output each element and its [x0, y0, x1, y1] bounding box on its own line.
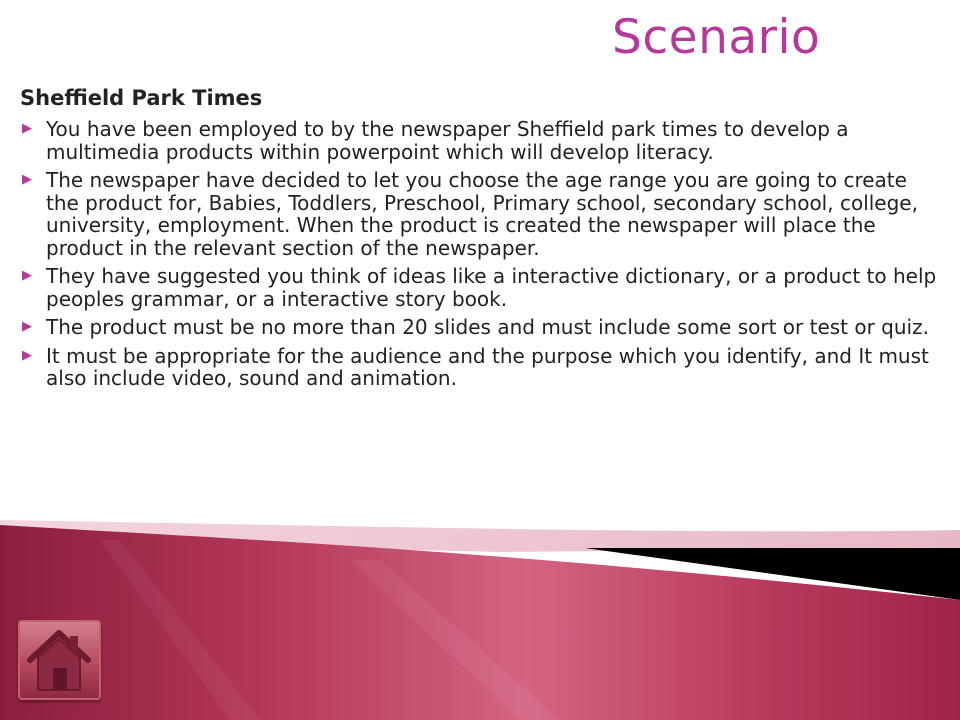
bullet-item [20, 345, 945, 390]
bullet-text: They have suggested you think of ideas like a interactive dictionary, or a product to help peoples grammar, or a interactive story book. [46, 264, 937, 311]
bullet-item [20, 265, 945, 310]
triangle-right-icon: ▶ [22, 319, 32, 334]
bullet-text: The product must be no more than 20 slides and must include some sort or test or quiz. [46, 315, 929, 339]
bullet-item [20, 316, 945, 339]
house-icon [18, 620, 101, 700]
triangle-right-icon: ▶ [22, 121, 32, 136]
triangle-right-icon: ▶ [22, 172, 32, 187]
triangle-right-icon: ▶ [22, 347, 32, 363]
bullet-text: You have been employed to by the newspaper Sheffield park times to develop a multimedia products within powerpoint which will develop literacy. [46, 117, 849, 164]
home-button[interactable] [18, 620, 101, 700]
bullet-list [20, 118, 945, 396]
bullet-text: It must be appropriate for the audience and the purpose which you identify, and It must also include video, sound and animation. [46, 343, 929, 390]
slide-title: Scenario [612, 10, 821, 65]
triangle-right-icon: ▶ [22, 268, 32, 283]
slide-subtitle: Sheffield Park Times [20, 86, 263, 110]
bullet-item [20, 169, 945, 259]
bullet-text: The newspaper have decided to let you choose the age range you are going to create the product for, Babies, Toddlers, Preschool, Primary school, secondary school, college, university, employment. When the product is created the newspaper will place the product in the relevant section of the newspaper. [46, 168, 918, 260]
bullet-item [20, 118, 945, 163]
